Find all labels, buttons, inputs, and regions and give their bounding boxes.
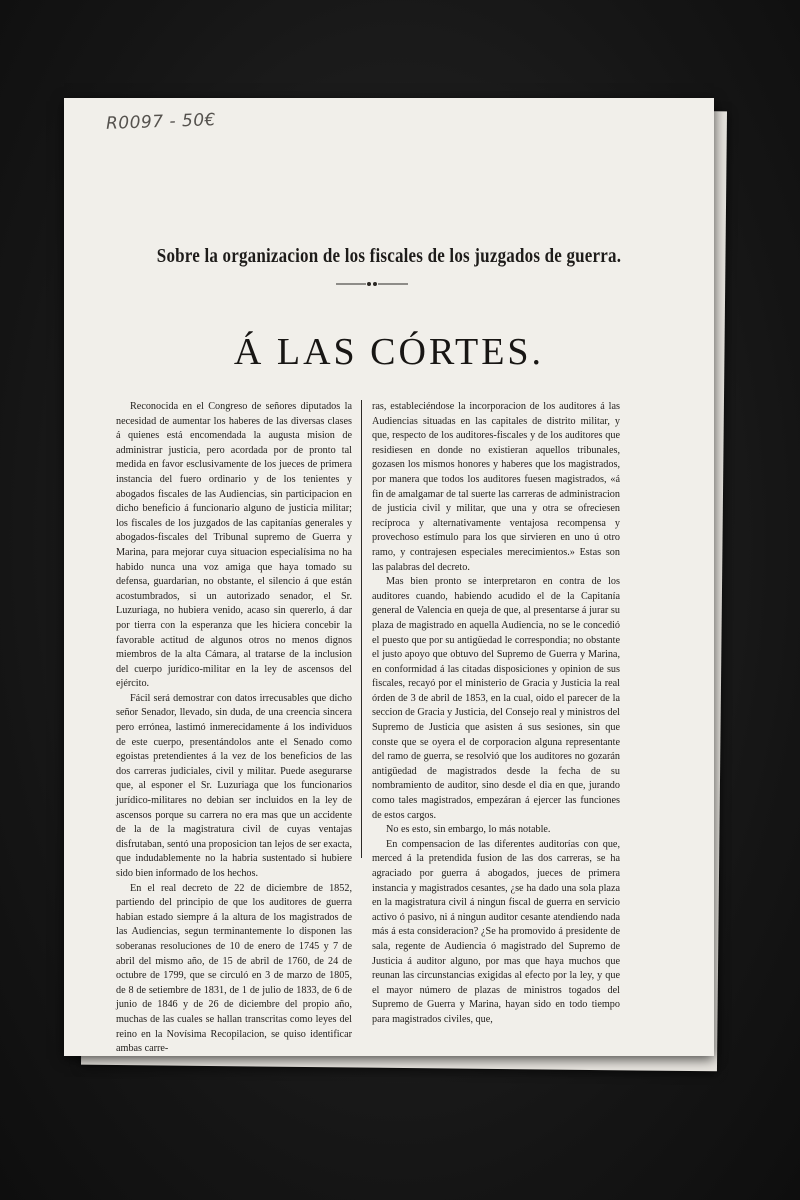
left-paragraph-2: Fácil será demostrar con datos irrecusables que dicho señor Senador, llevado, sin duda, de una creencia sincera pero errónea, lastimó inmerecidamente á los individuos de este cuerpo, presentándolos ante el Senado como egoistas pretendientes á la vez de los beneficios de las dos carreras judiciales, civil y militar. Puede asegurarse que, al esponer el Sr. Luzuriaga que los funcionarios jurídico-militares no debian ser incluidos en la ley de ascensos porque su carrera no era mas que un accidente de la de la magistratura civil de cuyas ventajas disfrutaban, sentó una proposicion tan lejos de ser exacta, que indudablemente no la habria sustentado si hubiere sido bien informado de los hechos. bbox=[116, 692, 352, 879]
right-paragraph-3: No es esto, sin embargo, lo más notable. bbox=[386, 824, 551, 836]
document-page bbox=[64, 98, 714, 1056]
left-paragraph-1: Reconocida en el Congreso de señores diputados la necesidad de aumentar los haberes de las diversas clases á quienes está encomendada la augusta mision de administrar justicia, pero acordada por de pronto tal medida en favor esclusivamente de los jueces de primera instancia del fuero ordinario y de los tenientes y abogados fiscales de las Audiencias, sin participacion en dicho beneficio á funcionario alguno de justicia militar; los fiscales de los juzgados de las capitanías generales y abogados-fiscales del Tribunal supremo de Guerra y Marina, para mejorar cuya situacion especialísima no ha habido nunca una voz amiga que haya tomado su defensa, guardarian, no obstante, el silencio á que están acostumbrados, si un autorizado senador, el Sr. Luzuriaga, no hubiera venido, acaso sin quererlo, á dar por tierra con la esperanza que les hiciera concebir la favorable actitud de algunos otros no menos dignos miembros de la alta Cámara, al tratarse de la inclusion del cuerpo jurídico-militar en la ley de ascensos del ejército. bbox=[116, 401, 352, 690]
left-paragraph-3: En el real decreto de 22 de diciembre de 1852, partiendo del principio de que los auditores de guerra habian estado siempre á la altura de los magistrados de las Audiencias, segun terminantemente lo disponen las soberanas resoluciones de 10 de enero de 1745 y 7 de abril del mismo año, de 15 de abril de 1760, de 24 de octubre de 1799, que se circuló en 3 de marzo de 1805, de 8 de setiembre de 1831, de 1 de julio de 1833, de 6 de junio de 1846 y de 26 de diciembre del propio año, muchas de las cuales se hallan transcritas como leyes del reino en la Novísima Recopilacion, se quiso identificar ambas carre- bbox=[116, 882, 352, 1055]
document-subtitle: Sobre la organizacion de los fiscales de los juzgados de guerra. bbox=[156, 244, 622, 267]
right-paragraph-4: En compensacion de las diferentes auditorías con que, merced á la pretendida fusion de las dos carreras, se ha agraciado por guerra á abogados, jueces de primera instancia y magistrados cesantes, ¿se ha dado una sola plaza en la magistratura civil á ningun fiscal de guerra en servicio activo ó pasivo, ni á ningun auditor cesante atendiendo nada más á esta consideracion? ¿Se ha promovido á presidente de sala, regente de Audiencia ó magistrado del Supremo de Justicia á auditor alguno, por mas que haya muchos que reunan las circunstancias exigidas al efecto por la ley, y que el mayor número de plazas de ministros togados del Supremo de Guerra y Marina, hayan sido en todo tiempo para magistrados civiles, que, bbox=[372, 838, 620, 1025]
right-paragraph-1: ras, estableciéndose la incorporacion de los auditores á las Audiencias situadas en las capitales de distrito militar, y que, respecto de los auditores-fiscales y de los auditores que residiesen en donde no existieran aquellos tribunales, gozasen los mismos honores y haberes que los magistrados, por manera que todos los auditores fuesen magistrados, «á fin de amalgamar de tal suerte las carreras de administracion de justicia civil y militar, que una y otra se ofreciesen recíproca y alternativamente ventajosa recompensa y provechoso estímulo para los que sirvieren en uno ú otro ramo, y contrajesen especiales merecimientos.» Estas son las palabras del decreto. bbox=[372, 401, 620, 573]
right-paragraph-2: Mas bien pronto se interpretaron en contra de los auditores cuando, habiendo acudido el de la Capitanía general de Valencia en queja de que, al presentarse á jurar su plaza de magistrado en aquella Audiencia, no se le concedió el puesto que por su antigüedad le correspondia; no obstante el justo apoyo que obtuvo del Supremo de Guerra y Marina, en conformidad á las citadas disposiciones y opinion de sus fiscales, recayó por el ministerio de Gracia y Justicia la real órden de 3 de abril de 1853, en la cual, oido el parecer de la seccion de Gracia y Justicia, del Consejo real y ministros del Supremo de Justicia que asisten á sus sesiones, sin que conste que se oyera el de corporacion alguna representante del ramo de guerra, se resolvió que los auditores no gozarán antigüedad de magistrados desde la fecha de su nombramiento de auditor, sino desde el dia en que, jurando como tales magistrados, empezáran á ejercer las funciones de estos cargos. bbox=[372, 576, 620, 821]
ornament-divider bbox=[336, 280, 408, 288]
column-divider bbox=[361, 400, 362, 858]
left-column bbox=[116, 400, 352, 1057]
document-title: Á LAS CÓRTES. bbox=[233, 331, 545, 373]
handwritten-annotation: R0097 - 50€ bbox=[105, 110, 217, 134]
right-column bbox=[372, 400, 620, 1028]
